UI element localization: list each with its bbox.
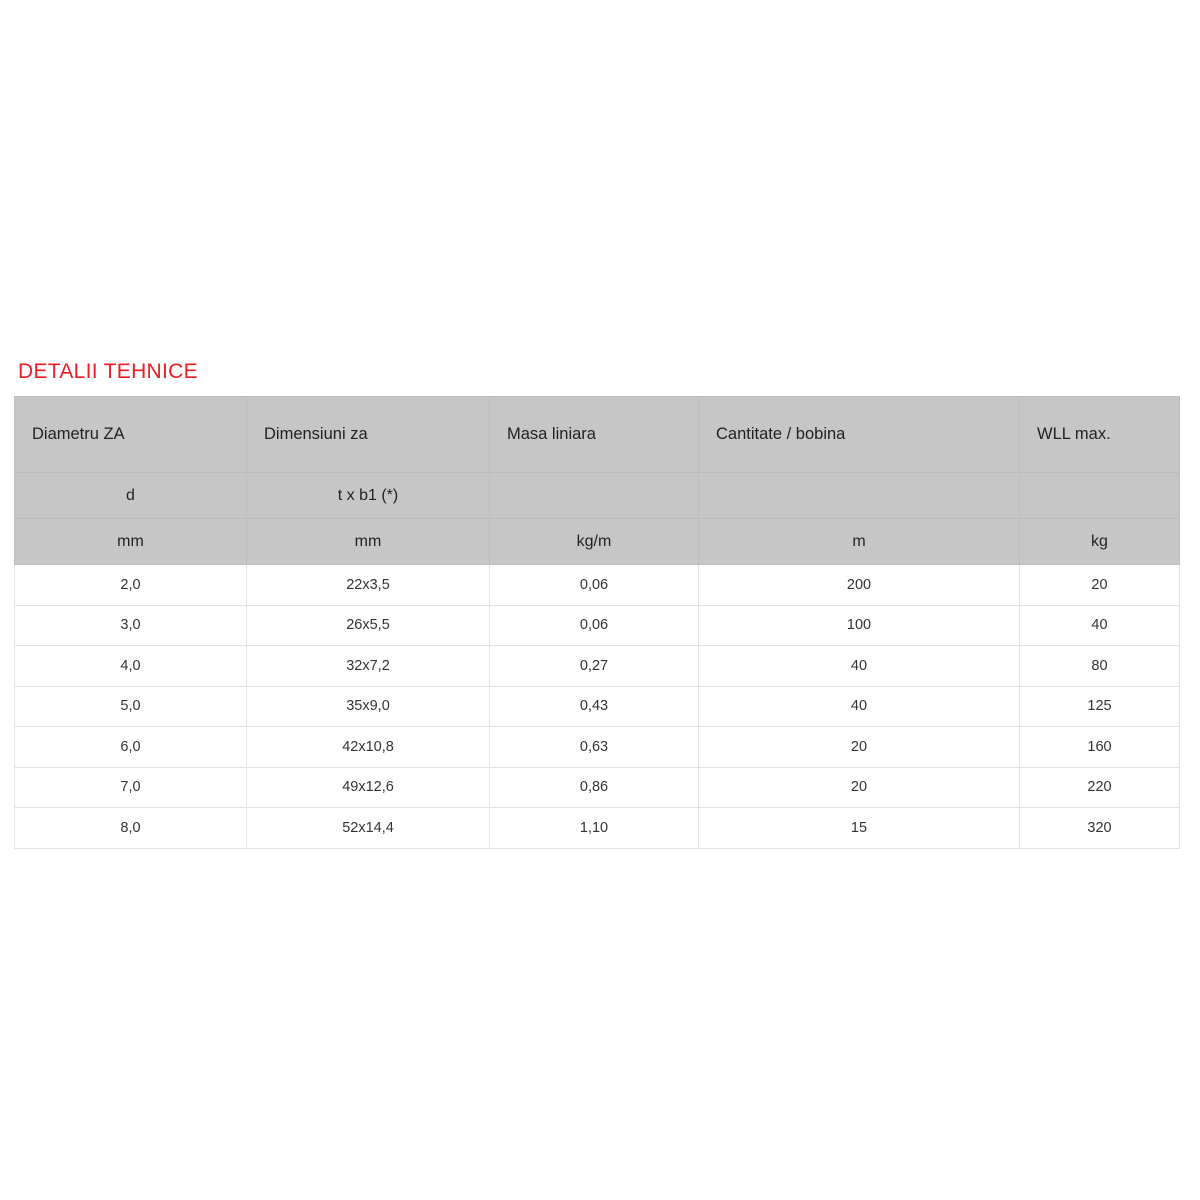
column-header-cantitate: Cantitate / bobina [699,397,1020,473]
table-row [15,727,1180,768]
cell-cantitate: 200 [699,565,1020,606]
table-header-row-main [15,397,1180,473]
table-header-row-units [15,519,1180,565]
cell-cantitate: 20 [699,767,1020,808]
cell-wll: 320 [1020,808,1180,849]
cell-wll: 125 [1020,686,1180,727]
cell-masa: 0,06 [490,565,699,606]
cell-wll: 20 [1020,565,1180,606]
unit-wll: kg [1020,519,1180,565]
column-header-dimensiuni: Dimensiuni za [247,397,490,473]
cell-diametru: 4,0 [15,646,247,687]
cell-dimensiuni: 49x12,6 [247,767,490,808]
cell-masa: 1,10 [490,808,699,849]
symbol-wll [1020,473,1180,519]
table-row [15,605,1180,646]
unit-cantitate: m [699,519,1020,565]
cell-diametru: 2,0 [15,565,247,606]
cell-masa: 0,06 [490,605,699,646]
table-row [15,565,1180,606]
cell-cantitate: 40 [699,646,1020,687]
page-title: DETALII TEHNICE [18,360,198,383]
cell-cantitate: 40 [699,686,1020,727]
cell-cantitate: 100 [699,605,1020,646]
cell-diametru: 3,0 [15,605,247,646]
column-header-masa: Masa liniara [490,397,699,473]
column-header-wll: WLL max. [1020,397,1180,473]
cell-dimensiuni: 26x5,5 [247,605,490,646]
cell-masa: 0,27 [490,646,699,687]
cell-wll: 220 [1020,767,1180,808]
cell-masa: 0,43 [490,686,699,727]
unit-masa: kg/m [490,519,699,565]
column-header-diametru: Diametru ZA [15,397,247,473]
symbol-dimensiuni: t x b1 (*) [247,473,490,519]
cell-cantitate: 20 [699,727,1020,768]
table-row [15,646,1180,687]
symbol-diametru: d [15,473,247,519]
document-page [14,0,1179,1200]
cell-masa: 0,63 [490,727,699,768]
cell-dimensiuni: 42x10,8 [247,727,490,768]
table-row [15,767,1180,808]
table-row [15,686,1180,727]
cell-wll: 40 [1020,605,1180,646]
cell-dimensiuni: 35x9,0 [247,686,490,727]
cell-masa: 0,86 [490,767,699,808]
cell-wll: 160 [1020,727,1180,768]
unit-dimensiuni: mm [247,519,490,565]
table-header-row-symbols [15,473,1180,519]
cell-diametru: 5,0 [15,686,247,727]
cell-dimensiuni: 22x3,5 [247,565,490,606]
cell-diametru: 7,0 [15,767,247,808]
cell-dimensiuni: 52x14,4 [247,808,490,849]
unit-diametru: mm [15,519,247,565]
cell-wll: 80 [1020,646,1180,687]
cell-diametru: 8,0 [15,808,247,849]
table-row [15,808,1180,849]
symbol-cantitate [699,473,1020,519]
technical-details-table [14,396,1180,849]
symbol-masa [490,473,699,519]
cell-cantitate: 15 [699,808,1020,849]
cell-dimensiuni: 32x7,2 [247,646,490,687]
cell-diametru: 6,0 [15,727,247,768]
